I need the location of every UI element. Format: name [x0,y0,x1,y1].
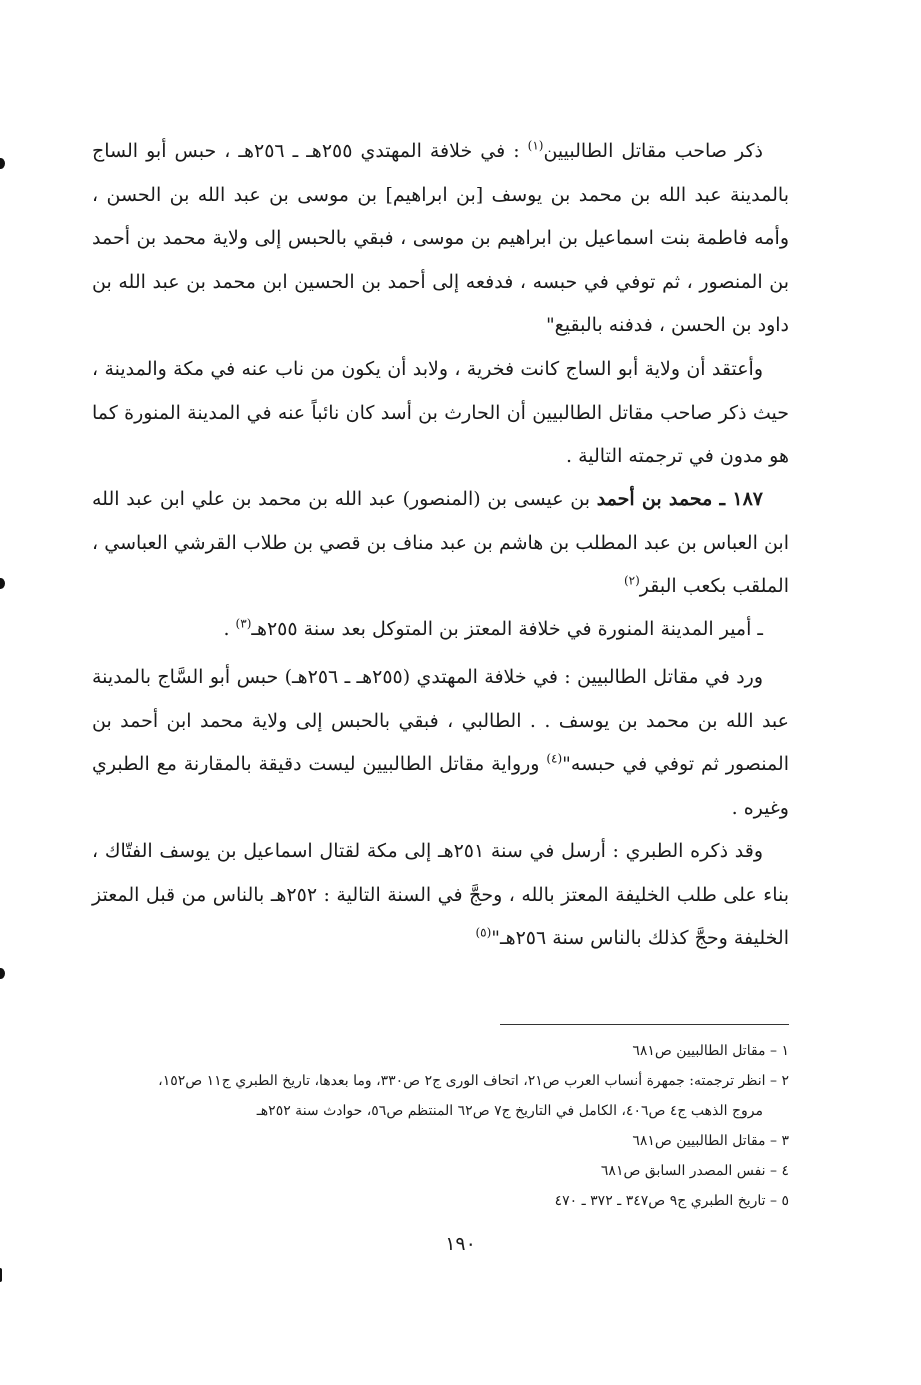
paragraph-text: ذكر صاحب مقاتل الطالبيين [543,140,763,162]
footnote-3 [92,1126,789,1156]
body-paragraph-6 [92,830,789,961]
footnote-text: مقاتل الطالبيين ص٦٨١ [632,1133,766,1149]
footnote-text: نفس المصدر السابق ص٦٨١ [600,1163,766,1179]
footnote-text: مقاتل الطالبيين ص٦٨١ [632,1043,766,1059]
footnote-number: ٥ – [770,1193,789,1209]
footnote-separator [500,1024,789,1025]
body-paragraph-5 [92,656,789,830]
footnote-number: ٣ – [770,1133,789,1149]
paragraph-text: ورد في مقاتل الطالبيين : في خلافة المهتدي (٢٥٥هـ ـ ٢٥٦هـ) حبس أبو السَّاج بالمدينة عبد الله بن محمد بن يوسف . . الطالبي ، فبقي بالحبس إلى ولاية محمد ابن أحمد بن المنصور ثم توفي في حبسه" [92,666,789,775]
footnote-text: انظر ترجمته: جمهرة أنساب العرب ص٢١، اتحاف الورى ج٢ ص٣٣٠، وما بعدها، تاريخ الطبري ج١١ ص١٥٢، [158,1073,766,1089]
footnote-number: ٤ – [770,1163,789,1179]
paragraph-text: : في خلافة المهتدي ٢٥٥هـ ـ ٢٥٦هـ ، حبس أبو الساج بالمدينة عبد الله بن محمد بن يوسف [بن ابراهيم] بن موسى بن عبد الله بن الحسن ، وأمه فاطمة بنت اسماعيل بن ابراهيم بن موسى ، فبقي بالحبس إلى ولاية محمد بن أحمد بن المنصور ، ثم توفي في حبسه ، فدفعه إلى أحمد بن الحسين ابن محمد بن عبد الله بن داود بن الحسن ، فدفنه بالبقيع" [92,140,789,336]
footnotes [92,1036,789,1216]
paragraph-text: وأعتقد أن ولاية أبو الساج كانت فخرية ، ولابد أن يكون من ناب عنه في مكة والمدينة ، حيث ذكر صاحب مقاتل الطالبيين أن الحارث بن أسد كان نائباً عنه في المدينة المنورة كما هو مدون في ترجمته التالية . [92,358,789,467]
footnote-5 [92,1186,789,1216]
entry-187 [92,478,789,609]
footnote-ref[interactable]: (٤) [546,751,563,766]
footnote-ref[interactable]: (٣) [235,616,252,631]
scan-mark-3 [0,968,5,979]
footnote-4 [92,1156,789,1186]
footnote-text: تاريخ الطبري ج٩ ص٣٤٧ ـ ٣٧٢ ـ ٤٧٠ [554,1193,766,1209]
paragraph-text: ـ أمير المدينة المنورة في خلافة المعتز بن المتوكل بعد سنة ٢٥٥هـ [251,618,763,640]
scan-mark-4 [0,1268,2,1282]
footnote-number: ١ – [770,1043,789,1059]
body-paragraph-1 [92,130,789,348]
footnote-text-continued: مروج الذهب ج٤ ص٤٠٦، الكامل في التاريخ ج٧ ص٦٢ المنتظم ص٥٦، حوادث سنة ٢٥٢هـ [256,1103,763,1119]
scan-mark-1 [0,158,5,169]
paragraph-text: . [223,618,236,640]
footnote-2 [92,1066,789,1126]
paragraph-text: ورواية مقاتل الطالبيين ليست دقيقة بالمقارنة مع الطبري وغيره . [92,753,789,819]
footnote-ref[interactable]: (١) [527,138,544,153]
paragraph-text: بن عيسى بن (المنصور) عبد الله بن محمد بن علي ابن عبد الله ابن العباس بن عبد المطلب بن هاشم بن عبد مناف بن قصي بن طلاب القرشي العباسي ، الملقب بكعب البقر [92,488,789,597]
body-paragraph-2 [92,348,789,479]
footnote-ref[interactable]: (٢) [623,573,640,588]
footnote-ref[interactable]: (٥) [475,925,492,940]
body-paragraph-4 [92,608,789,652]
entry-heading: ١٨٧ ـ محمد بن أحمد [596,488,763,510]
scan-mark-2 [0,578,5,589]
paragraph-text: وقد ذكره الطبري : أرسل في سنة ٢٥١هـ إلى مكة لقتال اسماعيل بن يوسف الفتّاك ، بناء على طلب الخليفة المعتز بالله ، وحجَّ في السنة التالية : ٢٥٢هـ بالناس من قبل المعتز الخليفة وحجَّ كذلك بالناس سنة ٢٥٦هـ" [92,840,790,949]
page-number: ١٩٠ [445,1233,476,1255]
footnote-number: ٢ – [770,1073,789,1089]
footnote-1 [92,1036,789,1066]
